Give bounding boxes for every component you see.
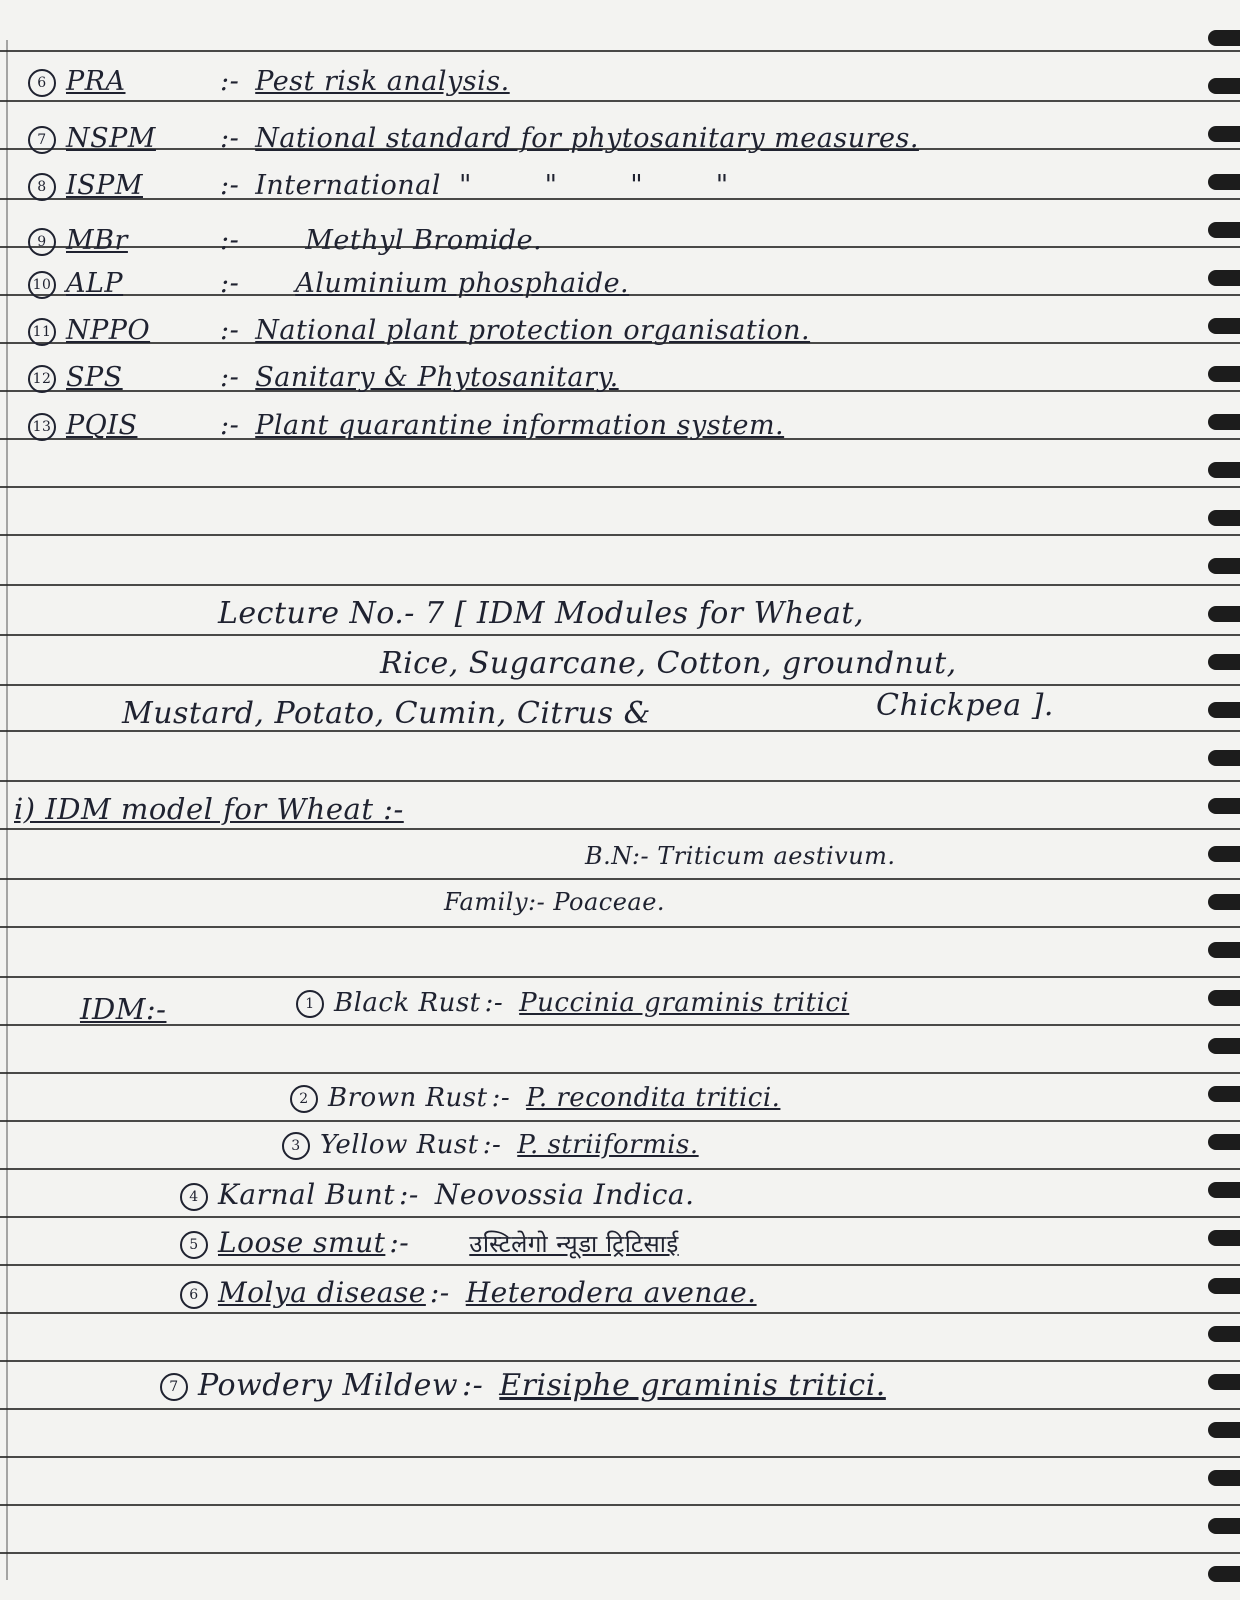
item-number: 9 [28, 228, 56, 256]
pathogen-name: Puccinia graminis tritici [519, 988, 850, 1018]
separator: :- [429, 1276, 450, 1309]
binding-ring [1208, 366, 1240, 382]
binding-ring [1208, 1566, 1240, 1582]
disease-row-6 [180, 1276, 757, 1309]
disease-name: Yellow Rust [320, 1130, 479, 1160]
ruled-line [0, 976, 1240, 978]
binding-ring [1208, 942, 1240, 958]
lecture-heading-line-3-end: Chickpea ]. [876, 688, 1054, 723]
abbr-meaning: Plant quarantine information system. [255, 410, 785, 441]
binding-ring [1208, 1182, 1240, 1198]
margin-line [6, 40, 8, 1580]
binding-ring [1208, 270, 1240, 286]
ruled-line [0, 1408, 1240, 1410]
separator: :- [482, 1130, 502, 1160]
ruled-line [0, 1264, 1240, 1266]
ruled-line [0, 1312, 1240, 1314]
item-number: 8 [28, 173, 56, 201]
abbr-term: PRA [66, 66, 126, 97]
binding-ring [1208, 222, 1240, 238]
item-number: 12 [28, 365, 56, 393]
binding-ring [1208, 1038, 1240, 1054]
pathogen-name: P. recondita tritici. [526, 1083, 781, 1113]
separator: :- [398, 1178, 419, 1211]
item-number: 13 [28, 413, 56, 441]
ruled-line [0, 584, 1240, 586]
disease-row-2 [290, 1083, 780, 1113]
binding-ring [1208, 318, 1240, 334]
binding-ring [1208, 1422, 1240, 1438]
ruled-line [0, 926, 1240, 928]
lecture-heading-line-3: Mustard, Potato, Cumin, Citrus & [122, 696, 651, 731]
abbr-row-7 [28, 362, 619, 393]
disease-name: Molya disease [218, 1276, 426, 1309]
abbr-meaning: Methyl Bromide. [305, 225, 543, 256]
disease-name: Karnal Bunt [218, 1178, 395, 1211]
disease-row-7 [160, 1368, 886, 1403]
botanical-name: B.N:- Triticum aestivum. [585, 842, 896, 870]
binding-ring [1208, 1326, 1240, 1342]
binding-ring [1208, 414, 1240, 430]
abbr-term: NPPO [66, 315, 151, 346]
binding-ring [1208, 654, 1240, 670]
ruled-line [0, 1024, 1240, 1026]
abbr-term: ISPM [66, 170, 143, 201]
binding-ring [1208, 702, 1240, 718]
abbr-row-6 [28, 315, 810, 346]
ruled-line [0, 1216, 1240, 1218]
binding-ring [1208, 846, 1240, 862]
separator: :- [484, 988, 504, 1018]
separator: :- [220, 66, 240, 97]
separator: :- [220, 362, 240, 393]
separator: :- [220, 170, 240, 201]
item-number: 5 [180, 1231, 208, 1259]
item-number: 10 [28, 271, 56, 299]
separator: :- [491, 1083, 511, 1113]
separator: :- [220, 123, 240, 154]
separator: :- [462, 1368, 484, 1403]
disease-name: Powdery Mildew [198, 1368, 459, 1403]
binding-ring [1208, 1278, 1240, 1294]
lecture-heading-line-2: Rice, Sugarcane, Cotton, groundnut, [380, 646, 957, 681]
abbr-term: ALP [66, 268, 124, 299]
binding-ring [1208, 1470, 1240, 1486]
ruled-line [0, 1072, 1240, 1074]
abbr-meaning: National plant protection organisation. [255, 315, 811, 346]
abbr-row-2 [28, 123, 919, 154]
pathogen-name: P. striiformis. [517, 1130, 699, 1160]
separator: :- [220, 410, 240, 441]
disease-row-4 [180, 1178, 695, 1211]
binding-ring [1208, 1518, 1240, 1534]
disease-row-3 [282, 1130, 699, 1160]
disease-name: Brown Rust [328, 1083, 488, 1113]
item-number: 3 [282, 1132, 310, 1160]
ruled-line [0, 534, 1240, 536]
ruled-line [0, 684, 1240, 686]
ruled-line [0, 1360, 1240, 1362]
binding-ring [1208, 510, 1240, 526]
separator: :- [220, 225, 240, 256]
binding-ring [1208, 750, 1240, 766]
ruled-line [0, 100, 1240, 102]
abbr-meaning: Sanitary & Phytosanitary. [255, 362, 619, 393]
lecture-heading-line-1: Lecture No.- 7 [ IDM Modules for Wheat, [218, 596, 865, 631]
item-number: 2 [290, 1085, 318, 1113]
binding-ring [1208, 1230, 1240, 1246]
abbr-row-3 [28, 170, 729, 201]
abbr-term: SPS [66, 362, 123, 393]
section-heading-wheat: i) IDM model for Wheat :- [14, 792, 404, 826]
pathogen-name: Neovossia Indica. [434, 1178, 695, 1211]
binding-ring [1208, 174, 1240, 190]
binding-ring [1208, 30, 1240, 46]
binding-ring [1208, 1086, 1240, 1102]
binding-ring [1208, 990, 1240, 1006]
binding-ring [1208, 558, 1240, 574]
item-number: 4 [180, 1183, 208, 1211]
abbr-term: PQIS [66, 410, 138, 441]
ruled-line [0, 634, 1240, 636]
item-number: 6 [28, 69, 56, 97]
disease-row-1 [296, 988, 849, 1018]
binding-ring [1208, 1374, 1240, 1390]
binding-ring [1208, 126, 1240, 142]
separator: :- [220, 315, 240, 346]
ruled-line [0, 1120, 1240, 1122]
idm-label: IDM:- [80, 992, 167, 1026]
ruled-line [0, 50, 1240, 52]
disease-row-5 [180, 1226, 679, 1260]
ruled-line [0, 878, 1240, 880]
ruled-line [0, 1552, 1240, 1554]
separator: :- [389, 1226, 410, 1259]
ruled-line [0, 780, 1240, 782]
abbr-row-8 [28, 410, 784, 441]
binding-ring [1208, 78, 1240, 94]
abbr-row-4 [28, 225, 542, 256]
disease-name: Black Rust [334, 988, 481, 1018]
ruled-line [0, 486, 1240, 488]
ruled-line [0, 828, 1240, 830]
abbr-row-1 [28, 66, 510, 97]
abbr-term: NSPM [66, 123, 156, 154]
separator: :- [220, 268, 240, 299]
binding-ring [1208, 606, 1240, 622]
pathogen-name: Heterodera avenae. [465, 1276, 757, 1309]
abbr-row-5 [28, 268, 629, 299]
item-number: 6 [180, 1281, 208, 1309]
abbr-meaning: National standard for phytosanitary measures. [255, 123, 919, 154]
binding-ring [1208, 462, 1240, 478]
item-number: 11 [28, 318, 56, 346]
ruled-line [0, 1504, 1240, 1506]
pathogen-name: Erisiphe graminis tritici. [499, 1368, 886, 1403]
binding-ring [1208, 798, 1240, 814]
family-name: Family:- Poaceae. [444, 888, 666, 916]
ruled-line [0, 1456, 1240, 1458]
abbr-meaning: Pest risk analysis. [255, 66, 510, 97]
pathogen-name: उस्टिलेगो न्यूडा ट्रिटिसाई [469, 1230, 679, 1258]
binding-ring [1208, 1134, 1240, 1150]
abbr-term: MBr [66, 225, 128, 256]
item-number: 7 [28, 126, 56, 154]
item-number: 7 [160, 1373, 188, 1401]
spiral-binding [1200, 0, 1240, 1600]
ruled-line [0, 1168, 1240, 1170]
item-number: 1 [296, 990, 324, 1018]
abbr-meaning: International " " " " [255, 170, 729, 201]
binding-ring [1208, 894, 1240, 910]
disease-name: Loose smut [218, 1226, 386, 1259]
abbr-meaning: Aluminium phosphaide. [295, 268, 630, 299]
